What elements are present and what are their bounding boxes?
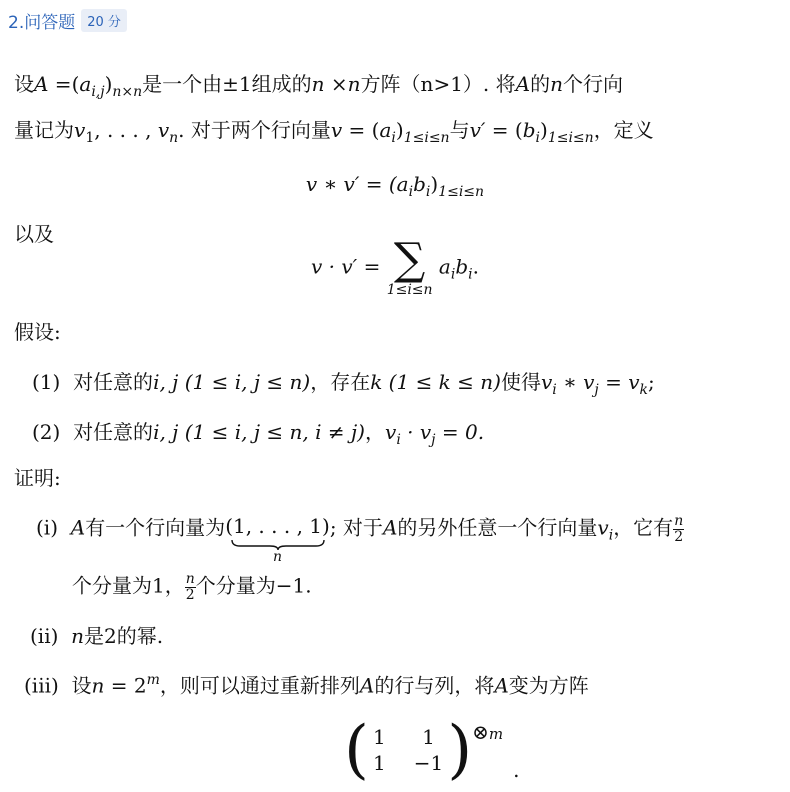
- hadamard-matrix: [344, 713, 520, 787]
- math-sub: j: [431, 431, 436, 448]
- math-var: n: [311, 72, 325, 96]
- item-i: [36, 514, 684, 564]
- math-text: = v: [598, 370, 640, 394]
- math-var: A: [382, 515, 398, 540]
- text-yiji: 以及: [14, 222, 54, 246]
- math-sub: i: [552, 381, 557, 398]
- math-text: (1 ≤ i, j ≤ n, i ≠ j): [178, 420, 365, 444]
- text: 的: [530, 72, 551, 96]
- intro-line-1: [14, 72, 623, 101]
- text: 是一个由±1组成的: [142, 72, 312, 96]
- math-sub: k: [639, 381, 648, 398]
- math-var: a: [396, 172, 409, 196]
- math-text: (1 ≤ i, j ≤ n): [178, 370, 311, 394]
- fraction-n-over-2: [185, 572, 196, 602]
- text: = (: [342, 118, 380, 142]
- text: ): [395, 118, 404, 142]
- math-var: v: [540, 370, 553, 394]
- math-var: v: [157, 118, 170, 142]
- math-sup: m: [146, 672, 160, 688]
- text: ，定义: [593, 118, 654, 142]
- math-var: a: [79, 72, 92, 96]
- math-text: (1 ≤ k ≤ n): [382, 370, 501, 394]
- matrix-cell: −1: [413, 751, 444, 775]
- math-sub: n×n: [112, 83, 143, 100]
- math-sub: i: [535, 129, 540, 146]
- math-sub: i,j: [91, 83, 105, 100]
- item-iii: [24, 672, 589, 697]
- tensor-symbol: ⊗: [472, 720, 489, 744]
- math-var: v′: [469, 118, 486, 142]
- text: ): [430, 172, 439, 196]
- formula-star-product: [0, 172, 790, 200]
- text: , . . . ,: [94, 118, 158, 142]
- text: 个行向: [562, 72, 623, 96]
- text: 对任意的: [73, 420, 154, 444]
- sum-limit: 1≤i≤n: [386, 282, 433, 298]
- math-var: k: [370, 370, 383, 394]
- item-label: (iii): [24, 673, 59, 698]
- math-var: n: [91, 673, 105, 698]
- item-label: (ii): [30, 624, 59, 648]
- question-header: [8, 6, 127, 34]
- math-sub: i: [396, 431, 401, 448]
- math-text: v ∗ v′ = (: [305, 172, 397, 196]
- fraction-n-over-2: [673, 514, 684, 544]
- intro-line-2: [14, 118, 654, 147]
- vector-ones: (1, . . . , 1): [225, 514, 330, 538]
- text: ，它有: [613, 515, 674, 540]
- text: 变为方阵: [508, 673, 589, 698]
- underbrace-label: n: [272, 549, 283, 565]
- matrix-2x2: [344, 713, 473, 787]
- math-text: = 2: [104, 673, 147, 698]
- math-var: a: [438, 254, 451, 279]
- math-sub: 1: [85, 129, 95, 146]
- math-var: n: [71, 624, 85, 648]
- math-sub: i: [468, 266, 473, 283]
- sigma-symbol: ∑: [393, 234, 426, 285]
- math-var: i, j: [153, 370, 179, 394]
- math-sub: i: [425, 183, 431, 200]
- math-text: v · v′ =: [311, 254, 381, 279]
- text: 设: [71, 673, 92, 698]
- text: ; 对于: [329, 515, 383, 540]
- item-label: (i): [36, 515, 59, 540]
- text: ×: [324, 72, 348, 96]
- question-title: 2.问答题: [8, 12, 76, 33]
- math-var: n: [347, 72, 361, 96]
- text: =(: [48, 72, 80, 96]
- text: 有一个行向量为: [85, 515, 226, 540]
- text: ，存在: [310, 370, 371, 394]
- item-i-continued: [72, 572, 312, 602]
- math-text: = 0.: [435, 420, 485, 444]
- math-var: A: [70, 515, 86, 540]
- math-var: i, j: [153, 420, 179, 444]
- math-sub: n: [169, 129, 179, 146]
- item-label: (2): [32, 420, 61, 444]
- text: = (: [485, 118, 523, 142]
- text: 是2的幂.: [84, 624, 164, 648]
- tensor-power: [472, 720, 503, 744]
- math-var: n: [550, 72, 563, 96]
- math-sub: i: [608, 527, 614, 544]
- condition-2: [32, 420, 484, 449]
- text: ，: [365, 420, 385, 444]
- item-ii: [30, 624, 163, 648]
- text: . 对于两个行向量: [178, 118, 331, 142]
- text: 量记为: [14, 118, 74, 142]
- math-var: v: [385, 420, 397, 444]
- matrix-cells: [369, 725, 447, 775]
- math-var: b: [455, 254, 469, 279]
- item-label: (1): [32, 370, 61, 394]
- matrix-cell: 1: [372, 725, 386, 749]
- math-text: ∗ v: [556, 370, 595, 394]
- right-paren: ): [447, 713, 473, 787]
- text: 的行与列，将: [374, 673, 495, 698]
- text: 对任意的: [73, 370, 154, 394]
- frac-num: n: [185, 571, 195, 587]
- math-var: A: [359, 673, 375, 698]
- text: 的另外任意一个行向量: [397, 515, 598, 540]
- condition-1: [32, 370, 655, 399]
- text: ;: [647, 370, 655, 394]
- text: ): [104, 72, 113, 96]
- math-var: v: [330, 118, 343, 142]
- text: 个分量为1，: [72, 573, 185, 598]
- math-var: v: [597, 515, 609, 540]
- math-sub: i: [408, 183, 414, 200]
- text: .: [472, 254, 479, 279]
- math-var: a: [379, 118, 392, 142]
- math-var: A: [34, 72, 49, 96]
- text: ，则可以通过重新排列: [159, 673, 360, 698]
- math-sub: 1≤i≤n: [403, 129, 450, 146]
- math-sub: j: [594, 381, 599, 398]
- text: 个分量为−1.: [195, 573, 312, 598]
- math-sub: i: [450, 266, 456, 283]
- math-sup: m: [488, 725, 504, 743]
- text: 与: [449, 118, 470, 142]
- math-sub: i: [391, 129, 396, 146]
- math-sub: 1≤i≤n: [547, 129, 594, 146]
- matrix-cell: 1: [422, 725, 435, 749]
- math-var: A: [494, 673, 509, 698]
- math-var: b: [522, 118, 536, 142]
- text: 设: [14, 72, 34, 96]
- summation: [386, 234, 433, 298]
- text: ): [540, 118, 548, 142]
- text-prove: 证明:: [14, 466, 61, 490]
- matrix-cell: 1: [372, 751, 386, 775]
- underbrace-vector: [225, 514, 330, 564]
- score-badge: 20 分: [81, 9, 127, 32]
- math-sub: 1≤i≤n: [438, 183, 485, 200]
- math-var: v: [74, 118, 86, 142]
- frac-num: n: [674, 513, 684, 529]
- text: 方阵（n>1）. 将: [360, 72, 516, 96]
- frac-den: 2: [185, 586, 195, 603]
- period: .: [513, 758, 520, 782]
- math-var: A: [515, 72, 531, 96]
- text: 使得: [500, 370, 541, 394]
- frac-den: 2: [674, 528, 684, 545]
- math-var: b: [413, 172, 426, 196]
- math-text: · v: [400, 420, 432, 444]
- text-assume: 假设:: [14, 320, 61, 344]
- left-paren: (: [344, 713, 369, 787]
